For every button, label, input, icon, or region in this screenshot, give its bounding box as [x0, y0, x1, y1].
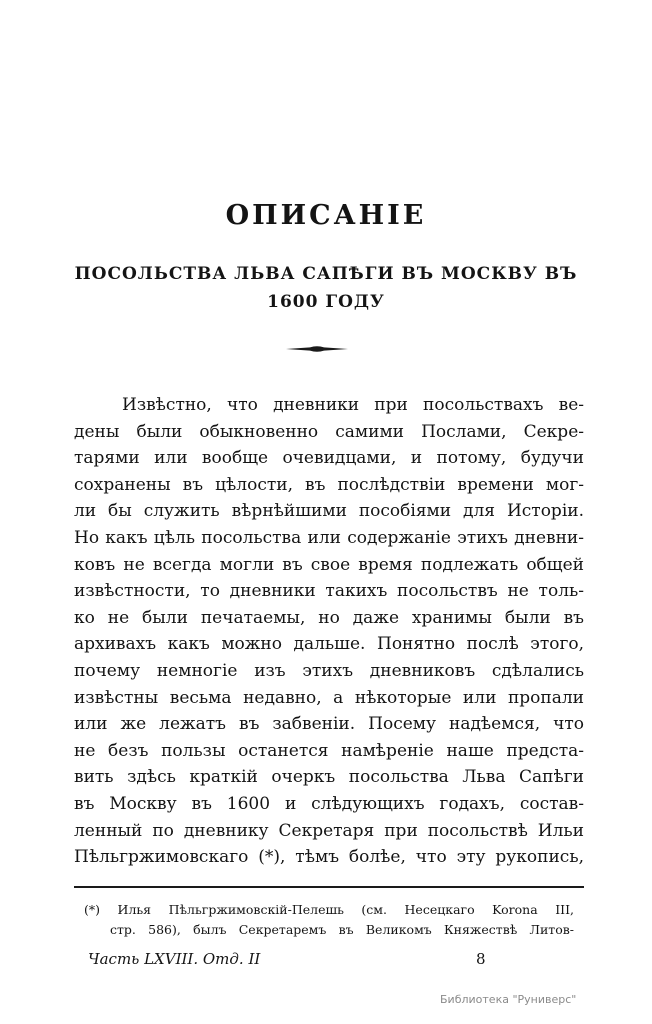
footnote-line-1: (*) Илья Пѣльгржимовскій-Пелешь (см. Несецкаго Korona III, [84, 902, 574, 917]
footnote-line-2: стр. 586), былъ Секретаремъ въ Великомъ Княжествѣ Литов- [110, 922, 574, 937]
page-number: 8 [476, 950, 486, 968]
body-line: извѣстности, то дневники такихъ посольствъ не толь- [74, 581, 584, 602]
page-subtitle [0, 260, 652, 316]
body-line: извѣстны весьма недавно, а нѣкоторые или пропали [74, 687, 584, 708]
body-line: Но какъ цѣль посольства или содержаніе этихъ дневни- [74, 527, 584, 548]
footnote [84, 900, 574, 940]
subtitle-line-1: ПОСОЛЬСТВА ЛЬВА САПѢГИ ВЪ МОСКВУ ВЪ [74, 264, 578, 284]
library-watermark: Библиотека "Руниверс" [440, 993, 577, 1006]
body-line: вить здѣсь краткій очеркъ посольства Льва Сапѣги [74, 767, 584, 788]
body-line: архивахъ какъ можно дальше. Понятно послѣ этого, [74, 634, 584, 655]
body-line: Извѣстно, что дневники при посольствахъ ве- [122, 395, 584, 415]
page-title: ОПИСАНІЕ [225, 200, 427, 231]
body-line: ковъ не всегда могли въ свое время подлежать общей [74, 554, 584, 575]
body-text [74, 392, 584, 871]
body-line: не безъ пользы останется намѣреніе наше предста- [74, 740, 584, 761]
body-line: въ Москву въ 1600 и слѣдующихъ годахъ, состав- [74, 793, 584, 814]
body-line: ли бы служить вѣрнѣйшими пособіями для Исторіи. [74, 501, 584, 522]
body-line: сохранены въ цѣлости, въ послѣдствіи времени мог- [74, 474, 584, 495]
body-line: дены были обыкновенно самими Послами, Секре- [74, 421, 584, 442]
signature-mark: Часть LXVIII. Отд. II [88, 950, 261, 968]
footnote-divider [74, 886, 584, 888]
subtitle-line-2: 1600 ГОДУ [267, 292, 385, 312]
body-line: или же лежатъ въ забвеніи. Посему надѣемся, что [74, 714, 584, 735]
body-line: тарями или вообще очевидцами, и потому, будучи [74, 448, 584, 469]
ornament-divider-icon [286, 345, 348, 353]
body-line: ко не были печатаемы, но даже хранимы были въ [74, 607, 584, 628]
body-line: Пѣльгржимовскаго (*), тѣмъ болѣе, что эту рукопись, [74, 847, 584, 868]
body-line: почему немногіе изъ этихъ дневниковъ сдѣлались [74, 660, 584, 681]
body-line: ленный по дневнику Секретаря при посольствѣ Ильи [74, 820, 584, 841]
